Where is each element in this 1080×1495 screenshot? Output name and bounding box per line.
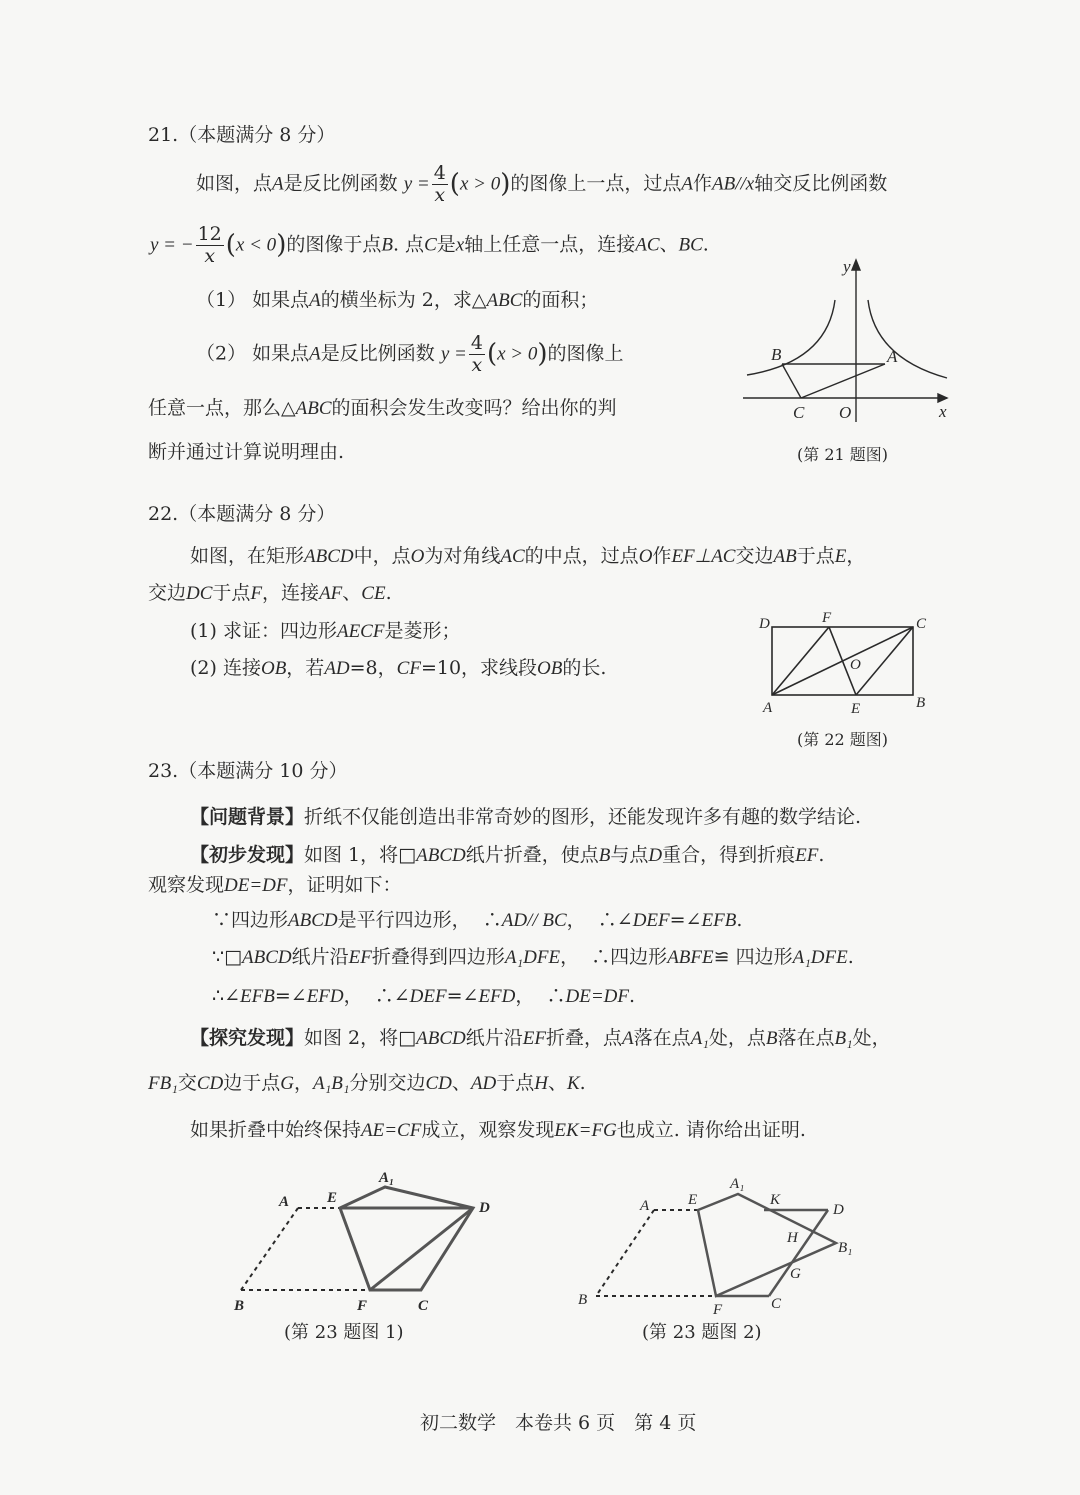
q23-caption-1: (第 23 题图 1) [284, 1322, 404, 1343]
segment-af [772, 627, 829, 695]
q23-initial-line2: 观察发现DE=DF，证明如下： [148, 874, 402, 896]
segment-ec [856, 627, 913, 695]
label-A: A [279, 1194, 290, 1210]
label-B1: B₁ [838, 1240, 853, 1256]
label-A1: A₁ [730, 1176, 745, 1192]
label-E: E [851, 701, 861, 717]
label-F: F [822, 610, 832, 626]
label-O: O [850, 657, 861, 673]
label-C: C [771, 1296, 782, 1312]
q23-initial-line1: 【初步发现】如图 1，将□ABCD纸片折叠，使点B与点D重合，得到折痕EF. [190, 844, 825, 866]
label-H: H [787, 1230, 798, 1246]
q21-part2-line2: 任意一点，那么△ABC的面积会发生改变吗？给出你的判 [148, 397, 617, 419]
label-G: G [790, 1266, 801, 1282]
label-B: B [771, 345, 782, 364]
q23-caption-2: (第 23 题图 2) [642, 1322, 762, 1343]
q22-line1: 如图，在矩形ABCD中，点O为对角线AC的中点，过点O作EF⊥AC交边AB于点E， [190, 545, 866, 567]
fraction-12-over-x: $\frac{12}{x}$ [197, 223, 222, 267]
segment-bc [782, 364, 801, 398]
segment-ac [801, 364, 885, 398]
q21-figure [735, 250, 965, 430]
label-B: B [578, 1292, 588, 1308]
label-C: C [916, 616, 927, 632]
folded-quadrilateral [340, 1187, 473, 1290]
dotted-ab [596, 1210, 654, 1296]
q21-header: 21.（本题满分 8 分） [148, 124, 336, 146]
q23-header: 23.（本题满分 10 分） [148, 760, 348, 782]
label-x: x [939, 402, 947, 421]
page-footer: 初二数学 本卷共 6 页 第 4 页 [420, 1412, 697, 1434]
label-C: C [793, 403, 805, 422]
q22-part2: (2) 连接OB，若AD=8，CF=10，求线段OB的长. [190, 657, 607, 679]
q21-line2: y = − $\frac{12}{x}$ (x < 0)的图像于点B. 点C是x轴上任意一点，连接AC、BC. [150, 223, 709, 267]
q22-line2: 交边DC于点F，连接AF、CE. [148, 582, 392, 604]
q22-part1: (1) 求证：四边形AECF是菱形； [190, 620, 461, 642]
q23-question: 如果折叠中始终保持AE=CF成立，观察发现EK=FG也成立. 请你给出证明. [190, 1119, 806, 1141]
q23-explore-line2: FB₁交CD边于点G，A₁B₁分别交边CD、AD于点H、K. [148, 1072, 586, 1094]
label-y: y [843, 257, 851, 276]
q23-background: 【问题背景】折纸不仅能创造出非常奇妙的图形，还能发现许多有趣的数学结论. [190, 806, 862, 828]
label-O: O [839, 403, 852, 422]
label-E: E [327, 1190, 338, 1206]
q23-proof-line2: ∵□ABCD纸片沿EF折叠得到四边形A₁DFE， ∴四边形ABFE≌ 四边形A₁DFE. [212, 946, 854, 968]
label-A1: A₁ [379, 1170, 395, 1186]
q21-part1: （1） 如果点A的横坐标为 2，求△ABC的面积； [196, 289, 599, 311]
q21-part2-line3: 断并通过计算说明理由. [148, 441, 345, 463]
fraction-4-over-x: $\frac{4}{x}$ [433, 162, 446, 206]
label-F: F [357, 1298, 368, 1314]
label-A: A [887, 347, 898, 366]
q21-line1: 如图，点A是反比例函数 y = $\frac{4}{x}$ (x > 0)的图像上一点，过点A作AB//x轴交反比例函数 [196, 162, 888, 206]
label-F: F [713, 1302, 723, 1318]
q22-figure [755, 608, 935, 718]
q23-proof-line3: ∴∠EFB=∠EFD， ∴∠DEF=∠EFD， ∴DE=DF. [212, 985, 636, 1007]
q23-explore-line1: 【探究发现】如图 2，将□ABCD纸片沿EF折叠，点A落在点A₁处，点B落在点B₁处， [190, 1027, 891, 1049]
q21-part2-line1: （2） 如果点A是反比例函数 y = $\frac{4}{x}$ (x > 0)的图像上 [196, 332, 624, 376]
label-K: K [770, 1192, 781, 1208]
label-B: B [916, 695, 926, 711]
label-D: D [479, 1200, 490, 1216]
label-C: C [418, 1298, 429, 1314]
q22-header: 22.（本题满分 8 分） [148, 503, 336, 525]
q23-figure-2 [570, 1170, 870, 1320]
label-A: A [763, 700, 773, 716]
label-D: D [759, 616, 770, 632]
q23-proof-line1: ∵四边形ABCD是平行四边形， ∴AD// BC， ∴∠DEF=∠EFB. [212, 909, 743, 931]
label-B: B [234, 1298, 245, 1314]
q21-caption: (第 21 题图) [797, 445, 889, 464]
dotted-ab [241, 1208, 298, 1290]
label-E: E [688, 1192, 698, 1208]
q22-caption: (第 22 题图) [797, 730, 889, 749]
label-D: D [833, 1202, 844, 1218]
label-A: A [640, 1198, 650, 1214]
q23-figure-1 [225, 1160, 515, 1320]
